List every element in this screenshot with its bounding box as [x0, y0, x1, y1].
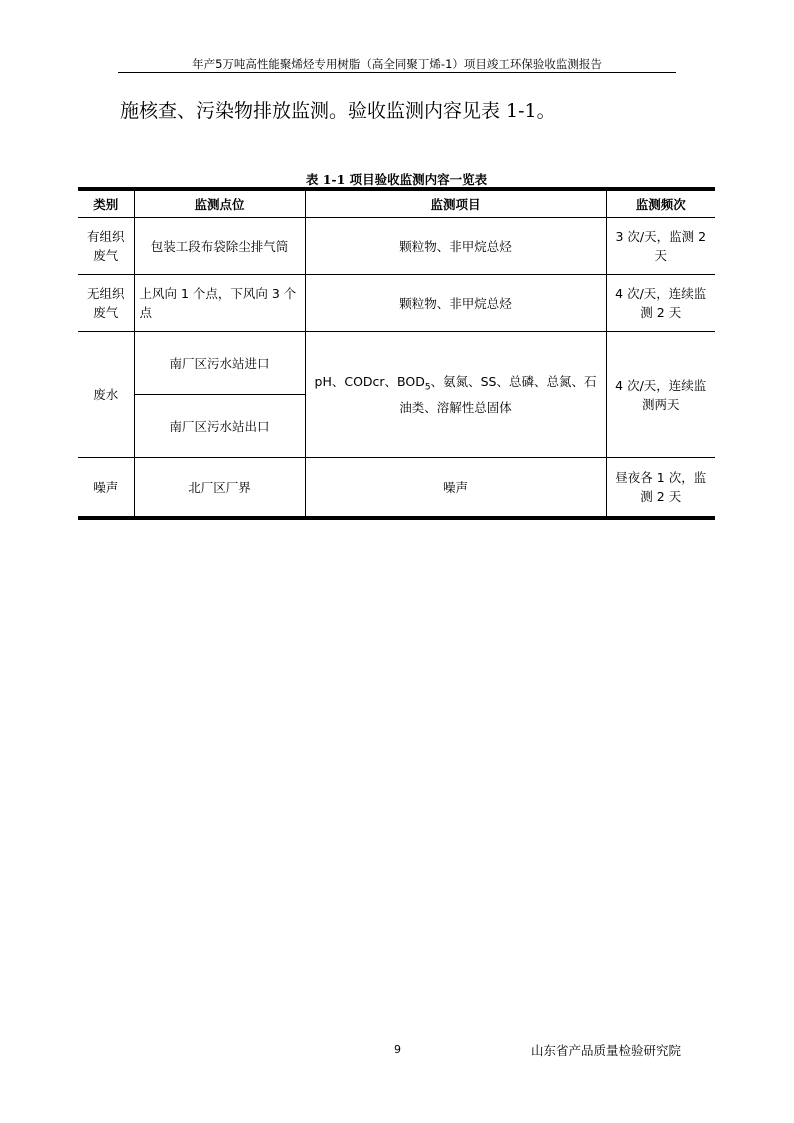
- cell-frequency: 4 次/天，连续监测 2 天: [606, 275, 715, 332]
- cell-items: 颗粒物、非甲烷总烃: [305, 218, 606, 275]
- table-caption: 表 1-1 项目验收监测内容一览表: [305, 172, 488, 187]
- cell-frequency: 3 次/天，监测 2 天: [606, 218, 715, 275]
- header-point: 监测点位: [134, 189, 305, 218]
- table-row: [78, 275, 715, 332]
- table-row: [78, 218, 715, 275]
- table-header-row: [78, 189, 715, 218]
- cell-category: 废水: [78, 332, 134, 458]
- header-category: 类别: [78, 189, 134, 218]
- table-row: [78, 458, 715, 519]
- items-text-sub: 5: [424, 382, 431, 393]
- table-row: [78, 332, 715, 395]
- header-rule: [118, 72, 676, 73]
- cell-items: 颗粒物、非甲烷总烃: [305, 275, 606, 332]
- cell-frequency: 4 次/天，连续监测两天: [606, 332, 715, 458]
- body-paragraph: 施核查、污染物排放监测。验收监测内容见表 1-1。: [120, 100, 556, 122]
- cell-point: 南厂区污水站进口: [134, 332, 305, 395]
- cell-point: 包装工段布袋除尘排气筒: [134, 218, 305, 275]
- footer-organization: 山东省产品质量检验研究院: [531, 1043, 682, 1058]
- page-number: 9: [394, 1043, 401, 1056]
- running-header: 年产5万吨高性能聚烯烃专用树脂（高全同聚丁烯-1）项目竣工环保验收监测报告: [192, 57, 602, 71]
- monitoring-table: [78, 187, 715, 520]
- items-text-pre: pH、CODcr、BOD: [314, 374, 425, 390]
- cell-point: 南厂区污水站出口: [134, 395, 305, 458]
- cell-frequency: 昼夜各 1 次，监测 2 天: [606, 458, 715, 519]
- cell-point: 上风向 1 个点，下风向 3 个点: [134, 275, 305, 332]
- cell-items: 噪声: [305, 458, 606, 519]
- items-text-post: 、氨氮、SS、总磷、总氮、石油类、溶解性总固体: [399, 374, 597, 415]
- cell-category: 有组织废气: [78, 218, 134, 275]
- header-items: 监测项目: [305, 189, 606, 218]
- cell-items: [305, 332, 606, 458]
- header-frequency: 监测频次: [606, 189, 715, 218]
- cell-category: 无组织废气: [78, 275, 134, 332]
- cell-point: 北厂区厂界: [134, 458, 305, 519]
- cell-category: 噪声: [78, 458, 134, 519]
